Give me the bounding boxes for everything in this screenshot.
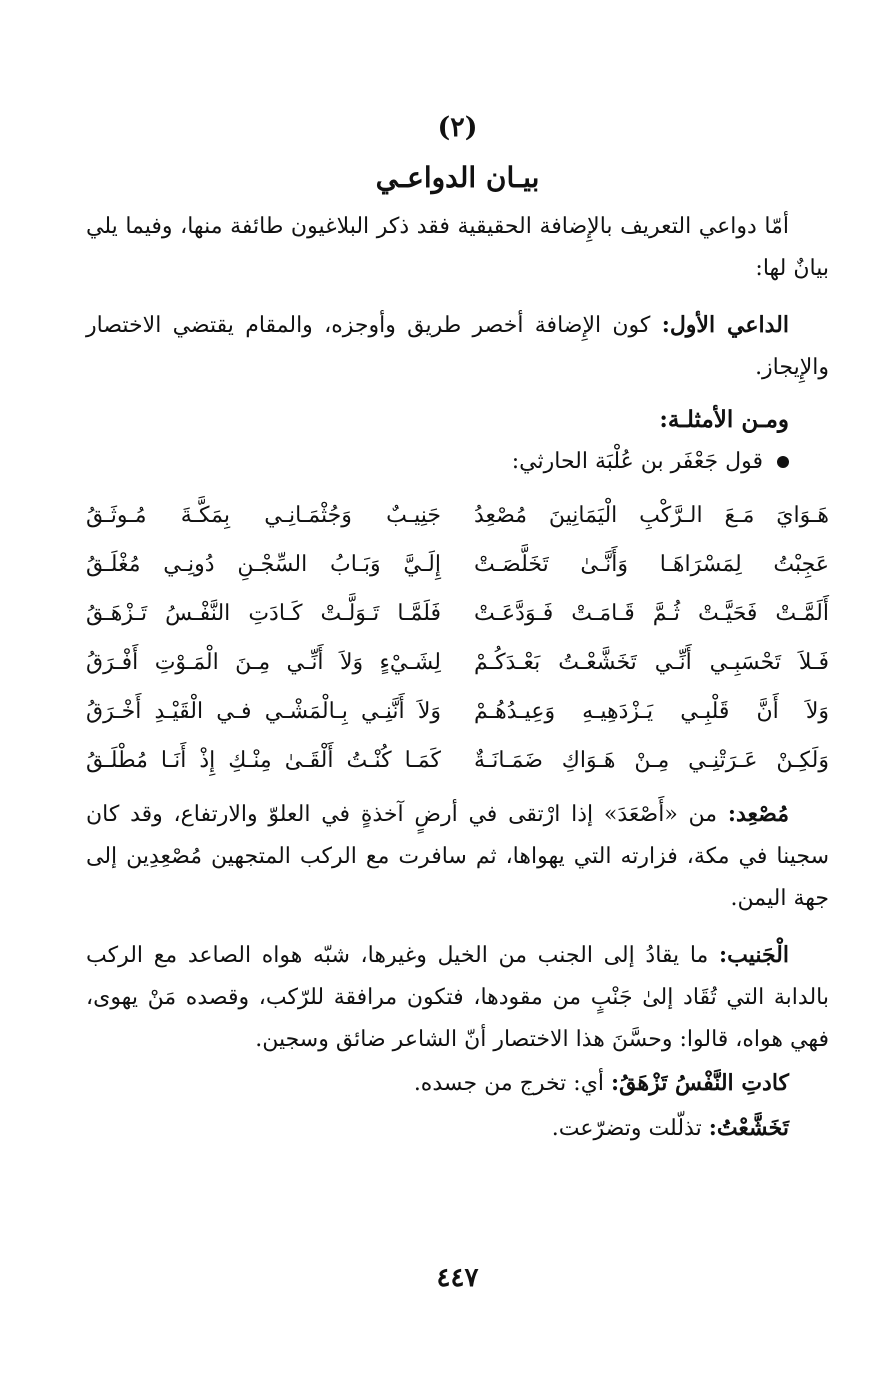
section-title: بيـان الدواعـي (375, 161, 540, 194)
gloss-tazhaq-line (86, 1061, 789, 1106)
intro-paragraph: أمّا دواعي التعريف بالإِضافة الحقيقية فقد ذكر البلاغيون طائفة منها، وفيما يلي بيانٌ لها: (86, 214, 829, 281)
book-page (86, 108, 829, 1375)
verse-first-hemistich: فَـلاَ تَحْسَبِـي أَنِّـي تَخَشَّعْـتُ بَعْـدَكُـمْ (474, 650, 829, 675)
example-intro-text: قول جَعْفَر بن عُلْبَة الحارثي: (511, 449, 763, 474)
gloss-janib-paragraph (86, 934, 829, 1061)
gloss-tazhaq-text: أي: تخرج من جسده. (413, 1071, 612, 1096)
gloss-musid-text: من «أَصْعَدَ» إذا ارْتقى في أرضٍ آخذةٍ في العلوّ والارتفاع، وقد كان سجينا في مكة، فزارته التي يهواها، ثم سافرت مع الركب المتجهين مُصْعِدِين إلى جهة اليمن. (86, 802, 829, 911)
verse-second-hemistich: جَنِيـبٌ وَجُثْمَـانِـي بِمَكَّـةَ مُـوثَـقُ (86, 503, 441, 528)
gloss-janib-text: ما يقادُ إلى الجنب من الخيل وغيرها، شبّه هواه الصاعد مع الركب بالدابة التي تُقَاد إلىٰ جَنْبٍ من مقودها، فتكون مرافقة للرّكب، وقصده مَنْ يهوى، فهي هواه، قالوا: وحسَّنَ هذا الاختصار أنّ الشاعر ضائق وسجين. (86, 943, 829, 1052)
gloss-musid-term: مُصْعِد: (727, 801, 789, 827)
motive-first-paragraph (86, 304, 829, 389)
verse-first-hemistich: وَلَكِـنْ عَـرَتْنِـي مِـنْ هَـوَاكِ ضَمَـانَـةٌ (474, 748, 829, 773)
poem-verse (86, 589, 829, 638)
page-number: ٤٤٧ (436, 1263, 479, 1293)
poem-verse (86, 736, 829, 785)
poem-verse (86, 687, 829, 736)
motive-first-text: كون الإِضافة أخصر طريق وأوجزه، والمقام يقتضي الاختصار والإِيجاز. (86, 313, 829, 380)
poem-verse (86, 491, 829, 540)
poem (86, 491, 829, 785)
verse-first-hemistich: هَـوَايَ مَـعَ الـرَّكْبِ الْيَمَانِينَ مُصْعِدُ (474, 503, 829, 528)
gloss-takhashaat-term: تَخَشَّعْتُ: (708, 1115, 789, 1141)
motive-first-label: الداعي الأول: (661, 312, 789, 338)
verse-second-hemistich: لِشَـيْءٍ وَلاَ أَنِّـي مِـنَ الْمَـوْتِ أَفْـرَقُ (86, 650, 441, 675)
gloss-takhashaat-text: تذلّلت وتضرّعت. (551, 1116, 709, 1141)
verse-second-hemistich: وَلاَ أَنَّنِـي بِـالْمَشْـي فـي الْقَيْـدِ أَخْـرَقُ (86, 699, 441, 724)
gloss-tazhaq-term: كادتِ النَّفْسُ تَزْهَقُ: (611, 1070, 789, 1096)
verse-first-hemistich: عَجِبْتُ لِمَسْرَاهَـا وَأَنَّـىٰ تَخَلَّصَـتْ (474, 552, 829, 577)
gloss-musid-paragraph (86, 793, 829, 920)
gloss-janib-term: الْجَنيب: (718, 942, 789, 968)
verse-second-hemistich: كَمَـا كُنْـتُ أَلْقَـىٰ مِنْـكِ إِذْ أَنَـا مُطْلَـقُ (86, 748, 441, 773)
verse-first-hemistich: أَلَمَّـتْ فَحَيَّـتْ ثُـمَّ قَـامَـتْ فَـوَدَّعَـتْ (474, 601, 829, 626)
verse-first-hemistich: وَلاَ أَنَّ قَلْبِـي يَـزْدَهِيـهِ وَعِيـدُهُـمْ (474, 699, 829, 724)
verse-second-hemistich: إِلَـيَّ وَبَـابُ السِّجْـنِ دُونِـي مُغْلَـقُ (86, 552, 441, 577)
bullet-icon (777, 456, 789, 468)
example-intro (86, 441, 789, 483)
gloss-takhashaat-line (86, 1106, 789, 1151)
examples-heading: ومـن الأمثلـة: (659, 406, 789, 433)
poem-verse (86, 638, 829, 687)
verse-second-hemistich: فَلَمَّـا تَـوَلَّـتْ كَـادَتِ النَّفْـسُ تَـزْهَـقُ (86, 601, 441, 626)
poem-verse (86, 540, 829, 589)
section-number: (٢) (437, 112, 478, 143)
